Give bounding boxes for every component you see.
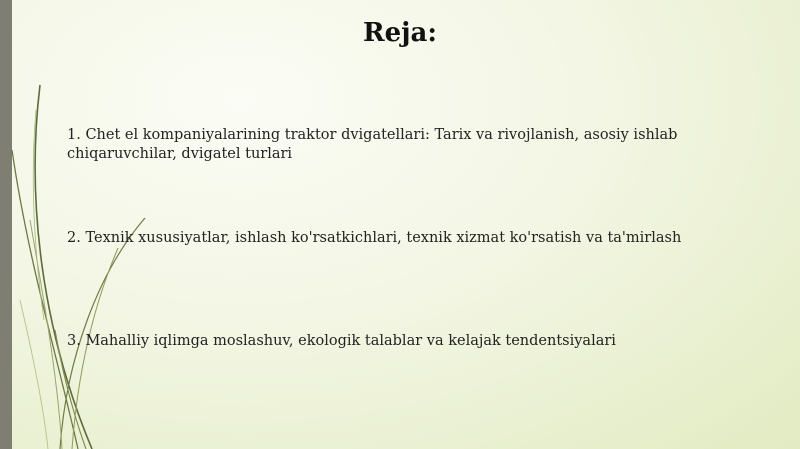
decorative-grass-leaves bbox=[0, 0, 160, 449]
slide-title: Reja: bbox=[362, 18, 437, 48]
plan-item-1: 1. Chet el kompaniyalarining traktor dvigatellari: Tarix va rivojlanish, asosiy ishlab chiqaruvchilar, dvigatel turlari bbox=[67, 127, 678, 162]
plan-item-2: 2. Texnik xususiyatlar, ishlash ko'rsatkichlari, texnik xizmat ko'rsatish va ta'mirlash bbox=[67, 230, 682, 246]
grass-blade-6 bbox=[20, 300, 48, 449]
grass-blade-5 bbox=[30, 220, 62, 449]
plan-item-3: 3. Mahalliy iqlimga moslashuv, ekologik talablar va kelajak tendentsiyalari bbox=[67, 333, 616, 349]
grass-blade-2 bbox=[12, 150, 78, 449]
